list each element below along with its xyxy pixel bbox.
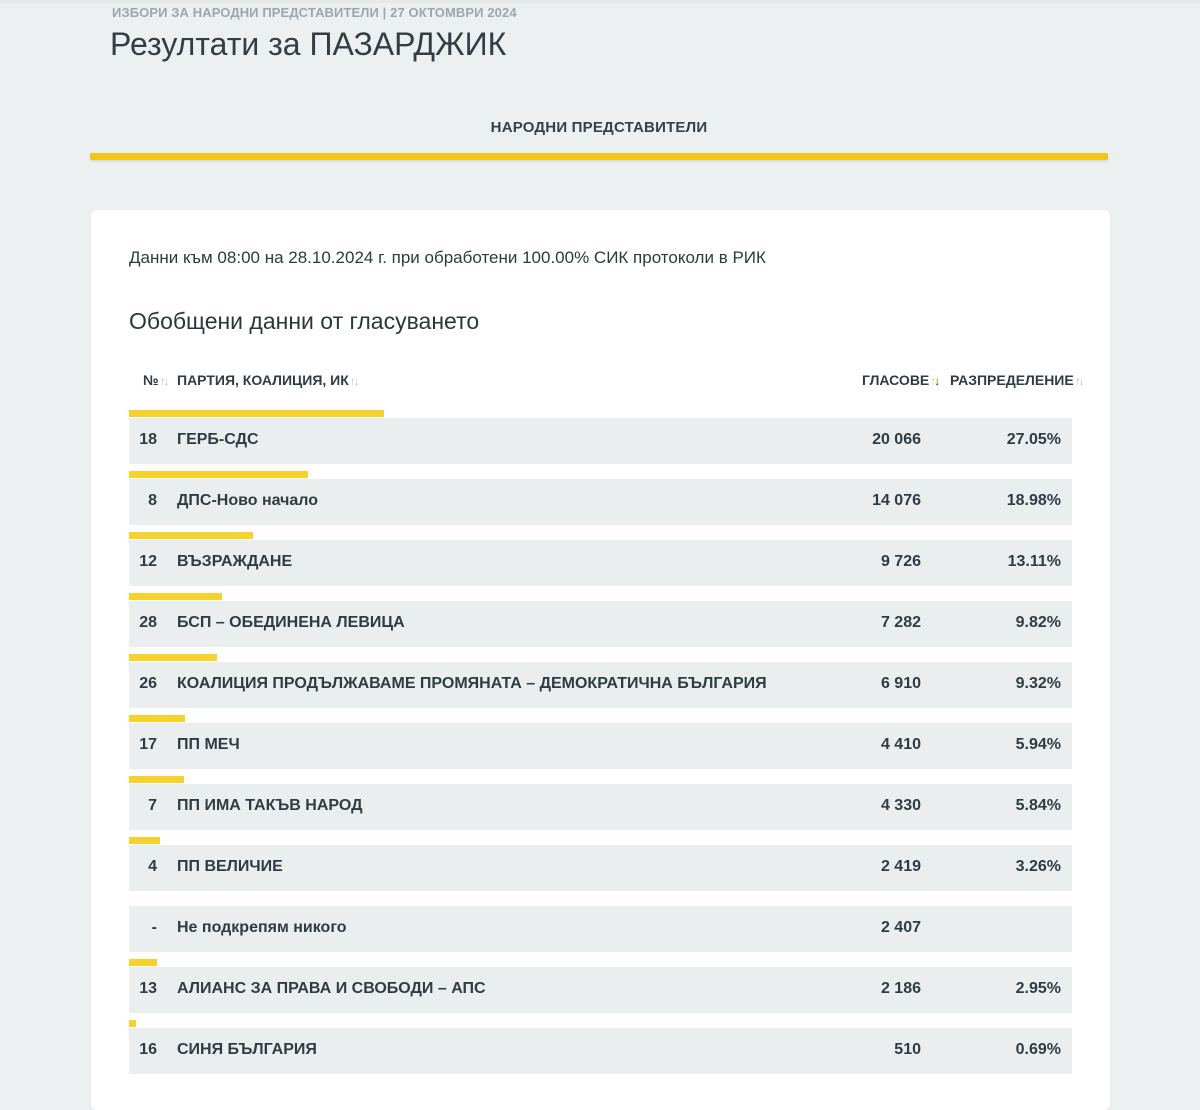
table-row xyxy=(129,776,1073,837)
sort-icon: ↑↓ xyxy=(349,374,358,388)
party-name: ПП ИМА ТАКЪВ НАРОД xyxy=(177,797,363,814)
sort-icon: ↑↓ xyxy=(159,374,168,388)
row-body xyxy=(129,418,1072,464)
party-name: БСП – ОБЕДИНЕНА ЛЕВИЦА xyxy=(177,614,405,631)
row-body xyxy=(129,967,1072,1013)
column-distribution-label: РАЗПРЕДЕЛЕНИЕ xyxy=(950,372,1074,388)
share-bar xyxy=(129,959,157,966)
row-body xyxy=(129,662,1072,708)
row-body xyxy=(129,1028,1072,1074)
vote-count: 2 419 xyxy=(880,858,921,875)
party-number: 28 xyxy=(139,614,157,631)
vote-count: 9 726 xyxy=(880,553,921,570)
vote-share: 5.84% xyxy=(1015,797,1061,814)
table-row xyxy=(129,1020,1073,1081)
party-number: 17 xyxy=(139,736,157,753)
row-body xyxy=(129,845,1072,891)
results-card xyxy=(91,210,1110,1110)
share-bar xyxy=(129,715,185,722)
column-header-party[interactable] xyxy=(177,372,358,388)
vote-count: 4 410 xyxy=(880,736,921,753)
results-table-header xyxy=(129,370,1083,392)
sort-desc-icon: ↑↓ xyxy=(930,374,939,388)
table-row xyxy=(129,654,1073,715)
column-header-number[interactable] xyxy=(143,372,168,388)
column-number-label: № xyxy=(143,372,159,388)
party-number: 16 xyxy=(139,1041,157,1058)
row-body xyxy=(129,540,1072,586)
page-title: Резултати за ПАЗАРДЖИК xyxy=(110,26,507,62)
column-votes-label: ГЛАСОВЕ xyxy=(862,372,930,388)
vote-share: 0.69% xyxy=(1015,1041,1061,1058)
sort-icon: ↑↓ xyxy=(1074,374,1083,388)
data-timestamp: Данни към 08:00 на 28.10.2024 г. при обработени 100.00% СИК протоколи в РИК xyxy=(129,248,766,267)
row-body xyxy=(129,784,1072,830)
party-number: 13 xyxy=(139,980,157,997)
election-subtitle: ИЗБОРИ ЗА НАРОДНИ ПРЕДСТАВИТЕЛИ | 27 ОКТОМВРИ 2024 xyxy=(112,5,517,20)
table-row xyxy=(129,837,1073,898)
party-number: 4 xyxy=(148,858,157,875)
table-row xyxy=(129,715,1073,776)
vote-count: 7 282 xyxy=(880,614,921,631)
vote-count: 20 066 xyxy=(872,431,921,448)
vote-share: 18.98% xyxy=(1006,492,1061,509)
row-body xyxy=(129,479,1072,525)
party-name: ВЪЗРАЖДАНЕ xyxy=(177,553,293,570)
party-name: АЛИАНС ЗА ПРАВА И СВОБОДИ – АПС xyxy=(177,980,486,997)
column-party-label: ПАРТИЯ, КОАЛИЦИЯ, ИК xyxy=(177,372,349,388)
column-header-votes[interactable] xyxy=(862,372,938,388)
vote-share: 3.26% xyxy=(1015,858,1061,875)
top-border xyxy=(0,0,1200,3)
party-number: 26 xyxy=(139,675,157,692)
share-bar xyxy=(129,1020,136,1027)
party-number: 7 xyxy=(148,797,157,814)
share-bar xyxy=(129,837,160,844)
table-row xyxy=(129,410,1073,471)
tab-representatives-label: НАРОДНИ ПРЕДСТАВИТЕЛИ xyxy=(490,119,708,136)
vote-count: 2 186 xyxy=(880,980,921,997)
column-header-distribution[interactable] xyxy=(950,372,1083,388)
party-name: ГЕРБ-СДС xyxy=(177,431,259,448)
vote-count: 4 330 xyxy=(880,797,921,814)
vote-share: 9.32% xyxy=(1015,675,1061,692)
vote-share: 5.94% xyxy=(1015,736,1061,753)
share-bar xyxy=(129,471,308,478)
table-row xyxy=(129,898,1073,959)
party-number: 8 xyxy=(148,492,157,509)
party-number: - xyxy=(151,919,157,936)
table-row xyxy=(129,593,1073,654)
vote-count: 14 076 xyxy=(872,492,921,509)
party-name: КОАЛИЦИЯ ПРОДЪЛЖАВАМЕ ПРОМЯНАТА – ДЕМОКРАТИЧНА БЪЛГАРИЯ xyxy=(177,675,767,692)
vote-share: 13.11% xyxy=(1007,553,1061,570)
party-number: 18 xyxy=(139,431,157,448)
party-name: ПП ВЕЛИЧИЕ xyxy=(177,858,283,875)
vote-count: 2 407 xyxy=(880,919,921,936)
share-bar xyxy=(129,776,184,783)
table-row xyxy=(129,532,1073,593)
row-body xyxy=(129,906,1072,952)
party-name: ПП МЕЧ xyxy=(177,736,240,753)
share-bar xyxy=(129,654,217,661)
share-bar xyxy=(129,593,222,600)
vote-share: 2.95% xyxy=(1015,980,1061,997)
share-bar xyxy=(129,532,253,539)
party-name: СИНЯ БЪЛГАРИЯ xyxy=(177,1041,317,1058)
share-bar xyxy=(129,410,384,417)
vote-count: 6 910 xyxy=(880,675,921,692)
row-body xyxy=(129,601,1072,647)
vote-count: 510 xyxy=(894,1041,921,1058)
party-name: ДПС-Ново начало xyxy=(177,492,319,509)
table-row xyxy=(129,959,1073,1020)
party-number: 12 xyxy=(139,553,157,570)
active-tab-indicator xyxy=(90,153,1108,160)
vote-share: 9.82% xyxy=(1015,614,1061,631)
tab-representatives[interactable] xyxy=(90,108,1108,162)
table-row xyxy=(129,471,1073,532)
vote-share: 27.05% xyxy=(1006,431,1061,448)
summary-section-title: Обобщени данни от гласуването xyxy=(129,308,480,334)
row-body xyxy=(129,723,1072,769)
party-name: Не подкрепям никого xyxy=(177,919,347,936)
